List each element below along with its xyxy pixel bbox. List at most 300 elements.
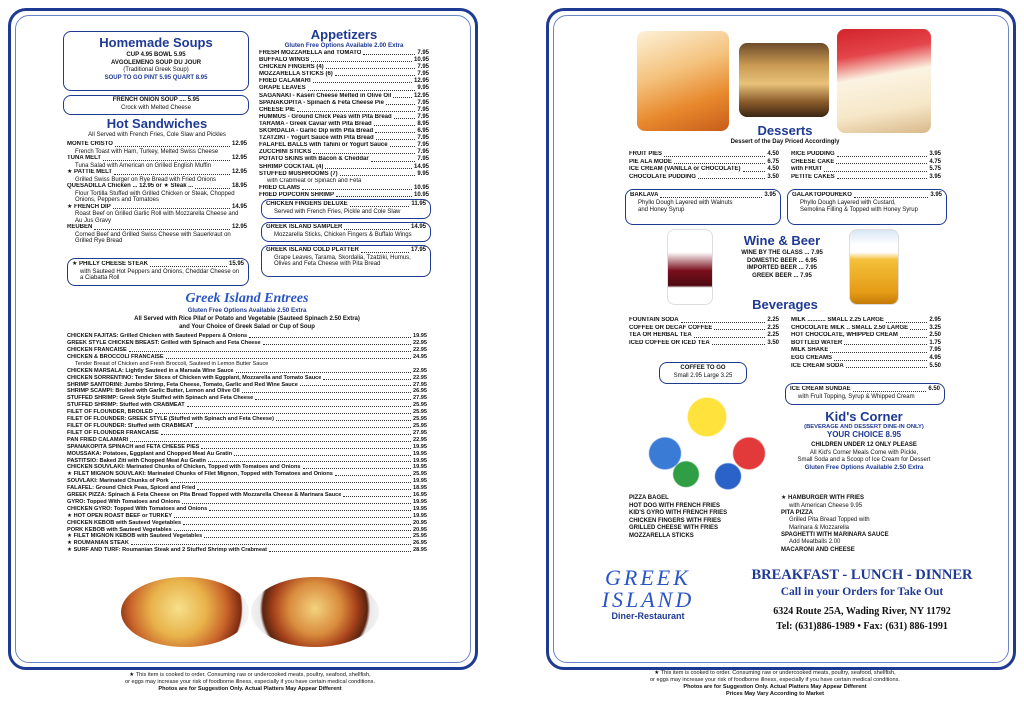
item-price: 19.95: [413, 443, 427, 450]
item-name: Tender Breast of Chicken and Fresh Broccoli, Sauteed in Lemon Butter Sauce: [75, 360, 269, 367]
item-name: REUBEN: [67, 224, 93, 231]
item-price: 14.95: [413, 163, 429, 170]
item-name: FRUIT PIES: [629, 151, 663, 157]
item-name: CHICKEN SORRENTINO: Tender Slices of Chicken with Eggplant, Mozzarella and Tomato Sauce: [67, 374, 322, 381]
item-price: 25.95: [413, 409, 427, 416]
item-price: 20.95: [413, 526, 427, 533]
item-price: 8.95: [417, 120, 429, 127]
item-name: PORK KEBOB with Sauteed Vegetables: [67, 526, 172, 533]
item-name: FOUNTAIN SODA: [629, 317, 679, 323]
right-footer: [560, 670, 990, 698]
leader-dots: [900, 332, 927, 338]
leader-dots: [681, 317, 766, 323]
beverage-row: [791, 363, 941, 371]
sandwich-desc: Corned Beef and Grilled Swiss Cheese with Sauerkraut on Grilled Rye Bread: [75, 231, 231, 245]
item-price: 3.95: [929, 151, 941, 157]
item-name: COFFEE OR DECAF COFFEE: [629, 324, 713, 331]
item-price: 28.95: [413, 547, 427, 554]
item-name: MOZZARELLA STICKS (6): [259, 71, 333, 78]
item-name: SHRIMP SANTORINI: Jumbo Shrimp, Feta Cheese, Tomato, Garlic and Red Wine Sauce: [67, 381, 298, 388]
platter-row: [266, 247, 426, 255]
item-price: 4.75: [929, 158, 941, 165]
kids-characters-illustration: [637, 391, 777, 495]
item-price: 19.95: [413, 450, 427, 457]
kids-your-choice: YOUR CHOICE 8.95: [826, 430, 902, 439]
entree-row: [67, 437, 427, 444]
item-name: ★ FILET MIGNON SOUVLAKI: Marinated Chunks of Filet Mignon, Topped with Tomatoes and Onions: [67, 471, 333, 478]
leader-dots: [234, 451, 411, 456]
item-price: 3.95: [929, 173, 941, 180]
item-name: CHEESE PIE: [259, 106, 296, 113]
desserts-subtitle: Dessert of the Day Priced Accordingly: [730, 139, 840, 145]
leader-dots: [824, 166, 927, 172]
appetizer-row: [259, 128, 429, 135]
leader-dots: [115, 141, 230, 147]
kids-under-12: CHILDREN UNDER 12 ONLY PLEASE: [811, 442, 917, 448]
meals-served: BREAKFAST - LUNCH - DINNER: [751, 567, 973, 583]
item-name: CHEESE CAKE: [791, 158, 835, 165]
leader-dots: [386, 100, 415, 105]
leader-dots: [263, 340, 411, 345]
item-name: CHICKEN FAJITAS: Grilled Chicken with Sauteed Peppers & Onions: [67, 333, 248, 340]
sundae-price: 6.50: [928, 386, 940, 392]
leader-dots: [343, 492, 411, 497]
leader-dots: [340, 171, 416, 176]
item-price: 19.95: [413, 498, 427, 505]
item-name: FILET OF FLOUNDER: GREEK STYLE (Stuffed with Spinach and Feta Cheese): [67, 416, 274, 423]
leader-dots: [376, 135, 416, 140]
wine-beer-item: IMPORTED BEER ... 7.95: [746, 265, 818, 272]
item-price: 27.95: [413, 429, 427, 436]
kids-gluten-note: Gluten Free Options Available 2.50 Extra: [804, 464, 924, 471]
kids-item: CHICKEN FINGERS WITH FRIES: [629, 517, 722, 524]
hot-sandwiches-subtitle: All Served with French Fries, Cole Slaw and Pickles: [88, 132, 226, 138]
item-price: 10.95: [413, 184, 429, 191]
baklava-photo: [739, 43, 829, 117]
item-price: 12.95: [231, 169, 247, 176]
right-footer-line-2: or eggs may increase your risk of foodborne illness, especially if you have certain medical conditions.: [650, 677, 900, 683]
entree-row: [67, 513, 427, 520]
item-name: ★ SURF AND TURF: Roumanian Steak and 2 Stuffed Shrimp with Crabmeat: [67, 547, 267, 554]
item-price: 7.95: [417, 142, 429, 149]
item-price: 3.50: [767, 339, 779, 346]
leader-dots: [94, 224, 230, 230]
left-footer-line-1: ★ This item is cooked to order. Consuming raw or undercooked meats, poultry, seafood, shellfish,: [129, 672, 371, 678]
leader-dots: [374, 121, 416, 126]
item-price: 25.95: [413, 533, 427, 540]
item-price: 25.95: [413, 471, 427, 478]
kids-dine-in-note: (BEVERAGE AND DESSERT DINE-IN ONLY): [804, 424, 924, 430]
hot-sandwiches-list: [67, 141, 247, 244]
kids-item: Add Meatballs 2.00: [789, 539, 841, 546]
item-name: TZATZIKI - Yogurt Sauce with Pita Bread: [259, 135, 374, 142]
entrees-intro-1: All Served with Rice Pilaf or Potato and Vegetable (Sauteed Spinach 2.50 Extra): [134, 316, 360, 322]
sundae-desc: with Fruit Topping, Syrup & Whipped Cream: [798, 393, 915, 400]
soups-box: [63, 31, 249, 91]
french-onion-name: FRENCH ONION SOUP .... 5.95: [112, 97, 200, 103]
leader-dots: [208, 458, 411, 463]
item-price: 10.95: [413, 191, 429, 198]
soups-avgolemeno: AVGOLEMENO SOUP DU JOUR: [110, 59, 202, 66]
entrees-list: [67, 333, 427, 554]
item-name: ★ ROUMANIAN STEAK: [67, 540, 129, 547]
item-price: 12.95: [231, 224, 247, 231]
fingers-name: CHICKEN FINGERS DELUXE: [266, 201, 348, 207]
leader-dots: [834, 355, 927, 361]
item-price: 2.25: [767, 324, 779, 331]
appetizer-row: [259, 171, 429, 178]
galak-price: 3.95: [930, 192, 942, 198]
item-price: 27.95: [413, 381, 427, 388]
leader-dots: [209, 506, 411, 511]
item-name: QUESADILLA Chicken ... 12.95 or ★ Steak ...: [67, 183, 194, 190]
item-name: PAN FRIED CALAMARI: [67, 436, 129, 443]
beverage-row: [791, 355, 941, 363]
leader-dots: [174, 513, 411, 518]
menu-page-right: [546, 8, 1016, 670]
cheesecake-photo: [837, 29, 931, 133]
item-price: 4.50: [767, 166, 779, 173]
kids-item: PITA PIZZA: [781, 509, 813, 516]
leader-dots: [174, 527, 411, 532]
item-name: GREEK PIZZA: Spinach & Feta Cheese on Pita Bread Topped with Mozzarella Cheese & Marinara Sauce: [67, 492, 342, 499]
beverage-row: [791, 340, 941, 348]
item-price: 2.25: [767, 317, 779, 323]
beverage-row: [629, 332, 779, 340]
kids-desc-1: All Kid's Corner Meals Come with Pickle,: [809, 449, 919, 456]
platter-price: 17.95: [410, 247, 426, 253]
wine-beer-section: [717, 233, 847, 280]
beverage-row: [791, 347, 941, 355]
left-footer-line-2: or eggs may increase your risk of foodborne illness, especially if you have certain medical conditions.: [125, 679, 375, 685]
soups-traditional: (Traditional Greek Soup): [123, 67, 189, 74]
appetizer-row: [259, 178, 429, 185]
item-name: BUFFALO WINGS: [259, 57, 310, 64]
leader-dots: [335, 71, 416, 76]
item-name: FRIED CLAMS: [259, 184, 300, 191]
item-name: CHICKEN MARSALA: Lightly Sauteed in a Marsala Wine Sauce: [67, 367, 234, 374]
leader-dots: [155, 409, 411, 414]
appetizer-row: [259, 185, 429, 192]
item-price: 10.95: [413, 57, 429, 64]
philly-box: [67, 258, 249, 286]
entree-row: [67, 464, 427, 471]
sandwich-desc: Roast Beef on Grilled Garlic Roll with Mozzarella Cheese and Au Jus Gravy: [75, 211, 239, 224]
entree-row: [67, 451, 427, 458]
appetizers-title: Appetizers: [310, 27, 378, 42]
appetizer-row: [259, 121, 429, 128]
baklava-desc-1: Phyllo Dough Layered with Walnuts: [638, 199, 733, 206]
kids-item: MACARONI AND CHEESE: [781, 546, 855, 553]
baklava-row: [630, 192, 776, 200]
sandwich-row: [67, 155, 247, 163]
sampler-name: GREEK ISLAND SAMPLER: [266, 224, 343, 230]
appetizer-row: [259, 192, 429, 199]
leader-dots: [242, 388, 411, 393]
item-price: 7.95: [417, 99, 429, 106]
entree-row: [67, 368, 427, 375]
appetizer-row: [259, 107, 429, 114]
item-name: RICE PUDDING: [791, 151, 835, 157]
leader-dots: [694, 332, 766, 338]
right-footer-line-1: ★ This item is cooked to order. Consuming raw or undercooked meats, poultry, seafood, shellfish,: [654, 670, 896, 676]
galak-name: GALAKTOPOUREKO: [792, 192, 852, 198]
item-price: 5.50: [929, 362, 941, 369]
item-name: CHICKEN SOUVLAKI: Marinated Chunks of Chicken, Topped with Tomatoes and Onions: [67, 464, 301, 471]
entree-row: [67, 382, 427, 389]
leader-dots: [308, 85, 416, 90]
leader-dots: [910, 325, 927, 331]
item-price: 3.25: [929, 324, 941, 331]
leader-dots: [674, 159, 765, 165]
item-name: CHICKEN FINGERS (4): [259, 64, 324, 71]
sampler-row: [266, 224, 426, 232]
cold-platter-box: [261, 245, 431, 277]
item-price: 19.95: [413, 478, 427, 485]
sandwich-desc: Flour Tortilla Stuffed with Grilled Chicken or Steak, Chopped Onions, Peppers and Tomatoes: [75, 190, 235, 204]
sandwich-row: [67, 224, 247, 232]
leader-dots: [204, 533, 411, 538]
left-footer: [40, 672, 460, 693]
item-name: CHICKEN FRANCAISE: [67, 347, 127, 353]
appetizer-row: [259, 149, 429, 156]
kids-item: GRILLED CHEESE WITH FRIES: [629, 525, 719, 532]
logo-subtitle: Diner-Restaurant: [611, 611, 685, 621]
dessert-row: [629, 174, 779, 182]
entree-row: [67, 354, 427, 361]
item-name: TEA OR HERBAL TEA: [629, 332, 692, 339]
item-price: 5.75: [929, 166, 941, 173]
galaktopoureko-box: [787, 189, 947, 225]
leader-dots: [183, 520, 411, 525]
entree-row: [67, 402, 427, 409]
leader-dots: [375, 128, 415, 133]
item-name: POTATO SKINS with Bacon & Cheddar: [259, 156, 369, 163]
fingers-row: [266, 201, 426, 209]
entree-row: [67, 471, 427, 478]
desserts-title: Desserts: [757, 123, 813, 138]
entree-row: [67, 540, 427, 547]
item-price: 6.95: [417, 128, 429, 135]
sampler-desc: Mozzarella Sticks, Chicken Fingers & Buffalo Wings: [274, 231, 412, 238]
leader-dots: [336, 192, 412, 197]
item-price: 2.50: [929, 332, 941, 339]
sandwich-row: [67, 169, 247, 177]
item-price: 4.95: [929, 354, 941, 361]
leader-dots: [187, 402, 411, 407]
item-name: GYRO: Topped With Tomatoes and Onions: [67, 498, 181, 505]
dessert-row: [791, 151, 941, 159]
coffee-to-go-prices: Small 2.95 Large 3.25: [673, 372, 733, 379]
item-name: FILET OF FLOUNDER: Stuffed with CRABMEAT: [67, 422, 194, 429]
appetizer-row: [259, 142, 429, 149]
item-name: SKORDALIA - Garlic Dip with Pita Bread: [259, 128, 374, 135]
sandwich-row: [67, 204, 247, 212]
leader-dots: [698, 174, 765, 180]
item-price: 19.95: [413, 457, 427, 464]
leader-dots: [302, 185, 412, 190]
kids-col-1: [629, 495, 779, 541]
item-name: MOUSSAKA: Potatoes, Eggplant and Chopped Meat Au Gratin: [67, 450, 233, 457]
item-name: ICED COFFEE OR ICED TEA: [629, 339, 710, 346]
item-price: 9.95: [417, 85, 429, 92]
chicken-fingers-deluxe-box: [261, 199, 431, 219]
item-price: 7.95: [417, 135, 429, 142]
item-name: MONTE CRISTO: [67, 141, 113, 148]
item-price: 7.95: [417, 50, 429, 56]
philly-name: ★ PHILLY CHEESE STEAK: [72, 261, 149, 267]
galak-row: [792, 192, 942, 200]
kids-item: SPAGHETTI WITH MARINARA SAUCE: [781, 531, 889, 538]
restaurant-address: 6324 Route 25A, Wading River, NY 11792: [773, 606, 951, 617]
sandwich-desc: Tuna Salad with American on Grilled English Muffin: [75, 162, 212, 169]
item-name: SAGANAKI - Kaseri Cheese Melted in Olive Oil: [259, 92, 392, 99]
leader-dots: [303, 464, 412, 469]
item-name: FALAFEL: Ground Chick Peas, Spiced and Fried: [67, 485, 196, 492]
kids-corner-title: Kid's Corner: [825, 409, 903, 424]
beverages-col-2: [791, 317, 941, 370]
item-name: EGG CREAMS: [791, 354, 833, 361]
item-name: with FRUIT: [791, 166, 823, 173]
item-name: CHOCOLATE PUDDING: [629, 173, 696, 180]
beverages-col-1: [629, 317, 779, 347]
item-price: 7.95: [929, 347, 941, 354]
leader-dots: [394, 114, 416, 119]
baklava-name: BAKLAVA: [630, 192, 659, 198]
appetizer-row: [259, 164, 429, 171]
item-price: 12.95: [413, 92, 429, 99]
entree-row: [67, 492, 427, 499]
sampler-price: 14.95: [410, 224, 426, 230]
wine-glass-photo: [667, 229, 713, 305]
leader-dots: [249, 333, 411, 338]
entree-row: [67, 499, 427, 506]
kids-item: ★ HAMBURGER WITH FRIES: [781, 495, 865, 501]
leader-dots: [837, 151, 928, 157]
kids-item: MOZZARELLA STICKS: [629, 532, 694, 539]
item-name: CHICKEN & BROCCOLI FRANCAISE: [67, 353, 164, 360]
pastitsio-photo: [251, 577, 379, 647]
leader-dots: [371, 156, 416, 161]
item-price: 25.95: [413, 422, 427, 429]
beverages-title: Beverages: [752, 297, 818, 312]
item-price: 12.95: [231, 141, 247, 148]
leader-dots: [130, 437, 411, 442]
entree-row: [67, 333, 427, 340]
desserts-col-2: [791, 151, 941, 181]
sandwich-desc: French Toast with Ham, Turkey, Melted Swiss Cheese: [75, 148, 219, 155]
leader-dots: [837, 174, 928, 180]
kids-item: HOT DOG WITH FRENCH FRIES: [629, 502, 720, 509]
entree-row: [67, 361, 427, 368]
item-name: CHOCOLATE MILK .. SMALL 2.50 LARGE: [791, 324, 909, 331]
sandwich-row: [67, 183, 247, 191]
leader-dots: [195, 423, 411, 428]
entree-row: [67, 485, 427, 492]
logo-word-greek: GREEK: [605, 565, 691, 590]
menu-page-left: [8, 8, 478, 670]
appetizer-row: [259, 50, 429, 57]
item-name: MILK ........... SMALL 2.25 LARGE: [791, 317, 884, 323]
entree-row: [67, 444, 427, 451]
kids-item: PIZZA BAGEL: [629, 495, 669, 501]
leader-dots: [393, 93, 412, 98]
soups-to-go: SOUP TO GO PINT 5.95 QUART 8.95: [104, 75, 208, 82]
hot-sandwiches-section: [67, 116, 247, 244]
leader-dots: [836, 159, 927, 165]
leader-dots: [313, 149, 415, 154]
fingers-desc: Served with French Fries, Pickle and Cole Slaw: [274, 208, 401, 215]
leader-dots: [714, 325, 765, 331]
entree-row: [67, 423, 427, 430]
item-name: HUMMUS - Ground Chick Peas with Pita Bread: [259, 113, 392, 120]
beverage-row: [629, 325, 779, 333]
philly-desc: with Sauteed Hot Peppers and Onions, Cheddar Cheese on a Ciabatta Roll: [80, 268, 240, 281]
dessert-row: [629, 166, 779, 174]
item-name: STUFFED SHRIMP: Greek Style Stuffed with Spinach and Feta Cheese: [67, 395, 254, 402]
galak-desc-1: Phyllo Dough Layered with Custard,: [800, 199, 896, 206]
kids-item: Marinara & Mozzarella: [789, 524, 850, 531]
entree-row: [67, 430, 427, 437]
item-name: FILET OF FLOUNDER FRANCAISE: [67, 429, 159, 436]
entrees-title: Greek Island Entrees: [185, 291, 309, 306]
item-price: 4.50: [767, 151, 779, 157]
appetizer-row: [259, 64, 429, 71]
leader-dots: [297, 107, 415, 112]
item-name: ZUCCHINI STICKS: [259, 149, 312, 156]
kids-desc-2: Small Soda and a Scoop of Ice Cream for Dessert: [797, 456, 931, 463]
sundae-photo: [637, 31, 729, 131]
leader-dots: [195, 183, 230, 189]
beverage-row: [629, 340, 779, 348]
leader-dots: [664, 151, 765, 157]
galak-desc-2: Semolina Filling & Topped with Honey Syrup: [800, 206, 918, 213]
item-price: 18.95: [231, 183, 247, 190]
item-price: 19.95: [413, 505, 427, 512]
leader-dots: [166, 354, 411, 359]
sampler-box: [261, 222, 431, 242]
item-name: CHICKEN GYRO: Topped With Tomatoes and Onions: [67, 505, 208, 512]
item-name: STUFFED MUSHROOMS (7): [259, 170, 338, 177]
item-price: 25.95: [413, 416, 427, 423]
kids-item: KID'S GYRO WITH FRENCH FRIES: [629, 510, 728, 517]
appetizer-row: [259, 85, 429, 92]
entrees-intro-2: and Your Choice of Greek Salad or Cup of Soup: [179, 323, 315, 330]
entree-row: [67, 395, 427, 402]
appetizer-row: [259, 78, 429, 85]
item-name: ★ HOT OPEN ROAST BEEF or TURKEY: [67, 512, 173, 519]
appetizer-row: [259, 156, 429, 163]
item-name: PIE ALA MODE: [629, 158, 672, 165]
item-name: ★ FILET MIGNON KEBOB with Sauteed Vegetables: [67, 533, 203, 540]
appetizer-row: [259, 93, 429, 100]
entree-row: [67, 533, 427, 540]
item-name: GREEK STYLE CHICKEN BREAST: Grilled with Spinach and Feta Cheese: [67, 340, 261, 347]
beverage-row: [629, 317, 779, 325]
entree-row: [67, 478, 427, 485]
kids-item: Grilled Pita Bread Topped with: [789, 517, 870, 524]
leader-dots: [129, 347, 411, 352]
item-name: MILK SHAKE: [791, 347, 829, 354]
item-name: PASTITSIO: Baked Ziti with Chopped Meat Au Gratin: [67, 457, 206, 464]
sandwich-desc: Grilled Swiss Burger on Rye Bread with Fried Onions: [75, 176, 217, 183]
appetizer-row: [259, 100, 429, 107]
leader-dots: [323, 375, 411, 380]
appetizers-list: [259, 50, 429, 199]
leader-dots: [311, 57, 412, 62]
leader-dots: [325, 164, 412, 169]
appetizer-row: [259, 114, 429, 121]
